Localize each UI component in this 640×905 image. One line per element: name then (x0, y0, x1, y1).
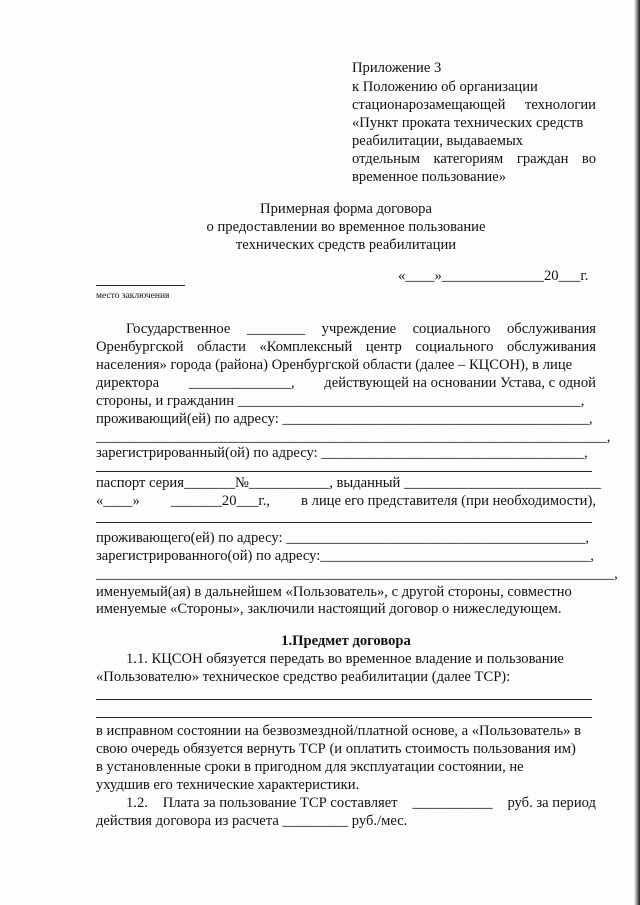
body-line: «____» _______20___г., в лице его представителя (при необходимости), (96, 493, 596, 509)
document-title: Примерная форма договора (260, 201, 432, 217)
body-line: зарегистрированный(ой) по адресу: ____________________________________, (96, 445, 588, 461)
body-line: именуемый(ая) в дальнейшем «Пользователь», с другой стороны, совместно (96, 584, 572, 600)
place-label: место заключения (96, 291, 170, 301)
body-line: Государственное ________ учреждение социального обслуживания (126, 321, 596, 337)
place-signature-line (96, 285, 185, 286)
appendix-line: реабилитации, выдаваемых (352, 133, 524, 149)
document-title: о предоставлении во временное пользование (206, 219, 486, 235)
blank-line (96, 471, 592, 472)
section-title: 1.Предмет договора (281, 633, 411, 649)
body-line: стороны, и гражданин _______________________________________________, (96, 393, 585, 409)
blank-line (96, 699, 592, 700)
body-line: действия договора из расчета _________ руб./мес. (96, 813, 408, 829)
blank-line (96, 717, 592, 718)
body-line: в установленные сроки в пригодном для эксплуатации состоянии, не (96, 759, 524, 775)
appendix-line: отдельным категориям граждан во (352, 151, 596, 167)
body-line: _______________________________________________________________________, (96, 566, 618, 582)
body-line: ухудшив его технические характеристики. (96, 777, 360, 793)
contract-date: «____»______________20___г. (398, 268, 589, 284)
body-line: «Пользователю» техническое средство реабилитации (далее ТСР): (96, 669, 511, 685)
body-line: свою очередь обязуется вернуть ТСР (и оплатить стоимость пользования им) (96, 741, 576, 757)
body-line: директора ______________, действующей на основании Устава, с одной (96, 375, 596, 391)
document-title: технических средств реабилитации (235, 237, 457, 253)
appendix-line: к Положению об организации (352, 79, 538, 95)
body-line: зарегистрированного(ой) по адресу:_____________________________________, (96, 548, 594, 564)
blank-line (96, 522, 592, 523)
appendix-line: временное пользование» (352, 169, 506, 185)
body-line: населения» города (района) Оренбургской области (далее – КЦСОН), в лице (96, 357, 573, 373)
appendix-number: Приложение 3 (352, 60, 442, 76)
body-line: 1.2. Плата за пользование ТСР составляет ___________ руб. за период (126, 795, 596, 811)
scan-edge-shadow (634, 0, 640, 905)
appendix-line: «Пункт проката технических средств (352, 115, 584, 131)
body-line: 1.1. КЦСОН обязуется передать во временное владение и пользование (126, 651, 564, 667)
body-line: в исправном состоянии на безвозмездной/платной основе, а «Пользователь» в (96, 723, 582, 739)
body-line: ______________________________________________________________________, (96, 429, 611, 445)
body-line: проживающего(ей) по адресу: _________________________________________, (96, 530, 590, 546)
body-line: паспорт серия_______№___________, выданный ___________________________ (96, 475, 602, 491)
body-line: проживающий(ей) по адресу: __________________________________________, (96, 411, 593, 427)
body-line: именуемые «Стороны», заключили настоящий договор о нижеследующем. (96, 601, 562, 617)
appendix-line: стационарозамещающей технологии (352, 97, 596, 113)
body-line: Оренбургской области «Комплексный центр социального обслуживания (96, 339, 596, 355)
